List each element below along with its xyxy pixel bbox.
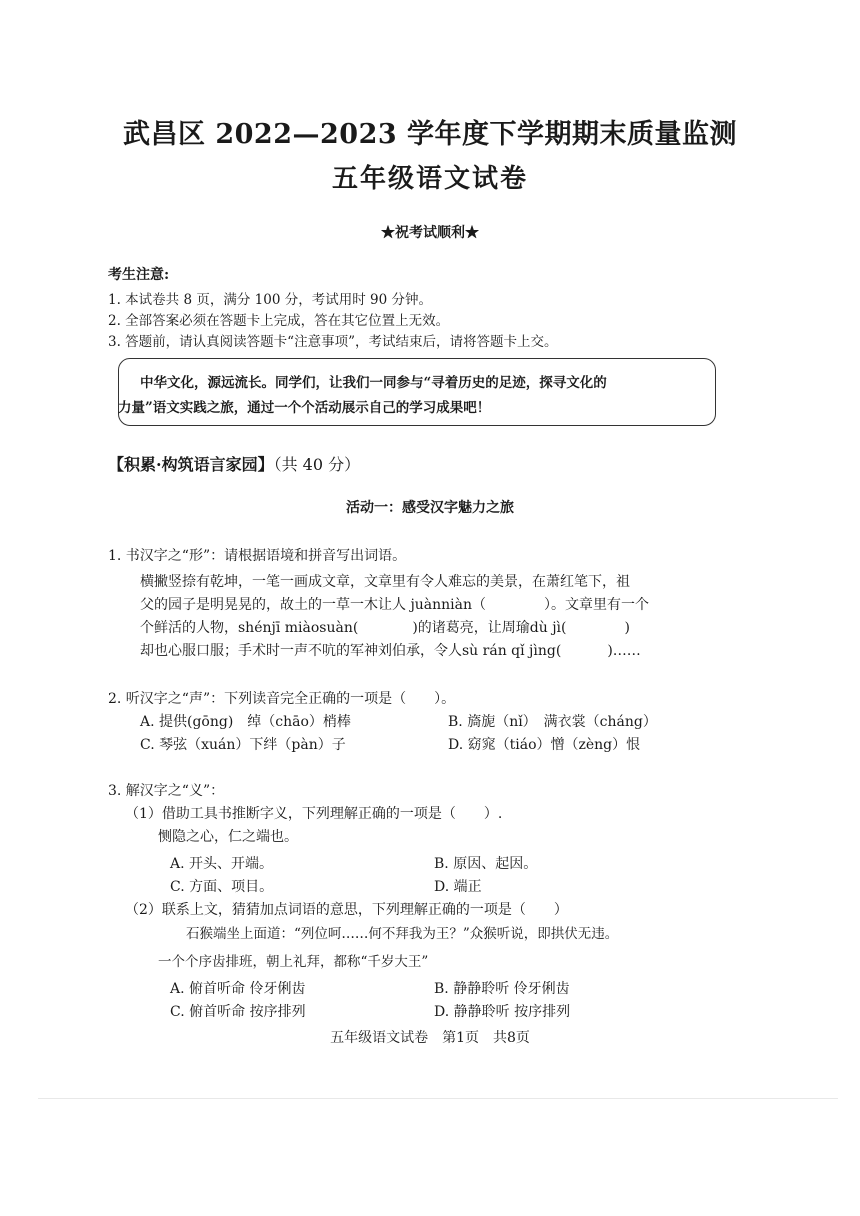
- blessing-text: ★祝考试顺利★: [381, 225, 479, 241]
- option-c: C. 方面、项目。: [170, 879, 274, 895]
- activity-heading: 活动一：感受汉字魅力之旅: [346, 500, 514, 516]
- question-3-sub2: （2）联系上文，猜猜加点词语的意思，下列理解正确的一项是（ ）: [125, 902, 568, 918]
- question-2-stem: 2. 听汉字之“声”：下列读音完全正确的一项是（ ）。: [108, 691, 456, 707]
- question-3-quote: 一个个序齿排班，朝上礼拜，都称“千岁大王”: [158, 954, 429, 970]
- option-b: B. 原因、起因。: [434, 856, 538, 872]
- notice-title: 考生注意:: [108, 267, 170, 283]
- option-c: C. 琴弦（xuán）下绊（pàn）子: [140, 737, 346, 753]
- question-3-stem: 3. 解汉字之“义”：: [108, 783, 225, 799]
- option-b: B. 旖旎（nǐ） 满衣裳（cháng）: [448, 714, 657, 730]
- option-d: D. 端正: [434, 879, 482, 895]
- option-a: A. 提供(gōng) 绰（chāo）梢棒: [140, 714, 351, 730]
- option-d: D. 静静聆听 按序排列: [434, 1004, 571, 1020]
- section-title: 【积累·构筑语言家园】: [108, 455, 274, 474]
- question-1-text: 横撇竖捺有乾坤，一笔一画成文章，文章里有令人难忘的美景，在萧红笔下，祖: [140, 574, 630, 590]
- exam-subtitle: 五年级语文试卷: [331, 164, 528, 194]
- notice-item: 1. 本试卷共 8 页，满分 100 分，考试用时 90 分钟。: [108, 292, 432, 308]
- intro-line: 力量”语文实践之旅，通过一个个活动展示自己的学习成果吧！: [118, 400, 491, 416]
- notice-item: 2. 全部答案必须在答题卡上完成，答在其它位置上无效。: [108, 313, 450, 329]
- option-d: D. 窈窕（tiáo）憎（zèng）恨: [448, 737, 641, 753]
- page-divider: [38, 1098, 838, 1099]
- option-a: A. 俯首听命 伶牙俐齿: [170, 981, 306, 997]
- option-c: C. 俯首听命 按序排列: [170, 1004, 306, 1020]
- question-3-quote: 石猴端坐上面道：“列位呵……何不拜我为王？”众猴听说，即拱伏无违。: [186, 926, 619, 942]
- intro-line: 中华文化，源远流长。同学们，让我们一同参与“寻着历史的足迹，探寻文化的: [140, 375, 607, 391]
- exam-title: 武昌区 2022—2023 学年度下学期期末质量监测: [122, 119, 738, 150]
- question-1-text: 父的园子是明晃晃的，故土的一草一木让人 juànniàn（ ）。文章里有一个: [140, 597, 650, 613]
- question-1-stem: 1. 书汉字之“形”：请根据语境和拼音写出词语。: [108, 548, 407, 564]
- question-3-quote: 恻隐之心，仁之端也。: [158, 829, 298, 845]
- question-1-text: 个鲜活的人物，shénjī miàosuàn( )的诸葛亮，让周瑜dù jì( ): [140, 620, 630, 636]
- section-heading: [108, 452, 360, 475]
- option-b: B. 静静聆听 伶牙俐齿: [434, 981, 570, 997]
- section-score: （共 40 分）: [273, 455, 361, 474]
- question-1-text: 却也心服口服；手术时一声不吭的军神刘伯承，令人sù rán qǐ jìng( )……: [140, 643, 641, 659]
- question-3-sub1: （1）借助工具书推断字义，下列理解正确的一项是（ ）.: [125, 806, 503, 822]
- option-a: A. 开头、开端。: [170, 856, 274, 872]
- page-footer: 五年级语文试卷 第1页 共8页: [330, 1030, 530, 1046]
- notice-item: 3. 答题前，请认真阅读答题卡“注意事项”，考试结束后，请将答题卡上交。: [108, 334, 558, 350]
